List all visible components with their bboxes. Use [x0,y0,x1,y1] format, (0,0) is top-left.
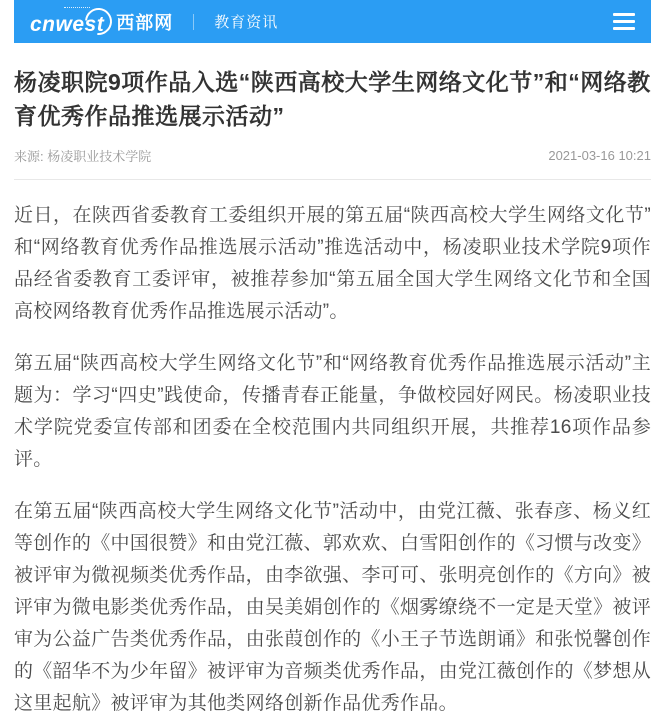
hamburger-menu-icon[interactable] [613,9,635,34]
logo-text-en: cnwest [30,12,105,36]
article-title: 杨凌职院9项作品入选“陕西高校大学生网络文化节”和“网络教育优秀作品推选展示活动” [14,69,651,129]
nav-channel-label[interactable]: 教育资讯 [214,14,279,31]
logo-text-cn: 西部网 [116,12,174,33]
article-date: 2021-03-16 10:21 [548,148,651,163]
article-paragraph: 在第五届“陕西高校大学生网络文化节”活动中，由党江薇、张春彦、杨义红等创作的《中国很赞》和由党江薇、郭欢欢、白雪阳创作的《习惯与改变》被评审为微视频类优秀作品，由李欲强、李可可、张明亮创作的《方向》被评审为微电影类优秀作品，由吴美娟创作的《烟雾缭绕不一定是天堂》被评审为公益广告类优秀作品，由张葭创作的《小王子节选朗诵》和张悦馨创作的《韶华不为少年留》被评审为音频类优秀作品，由党江薇创作的《梦想从这里起航》被评审为其他类网络创新作品优秀作品。 [14,501,651,714]
cnwest-logo-icon [30,7,104,37]
header-divider [193,14,194,30]
site-logo[interactable] [30,7,173,37]
article-paragraph: 第五届“陕西高校大学生网络文化节”和“网络教育优秀作品推选展示活动”主题为：学习“四史”践使命，传播青春正能量，争做校园好网民。杨凌职业技术学院党委宣传部和团委在全校范围内共同组织开展，共推荐16项作品参评。 [14,353,651,470]
article-meta [14,146,651,165]
logo-tagline-decoration [64,7,90,10]
meta-divider [14,179,651,180]
article-paragraph: 近日，在陕西省委教育工委组织开展的第五届“陕西高校大学生网络文化节”和“网络教育优秀作品推选展示活动”推选活动中，杨凌职业技术学院9项作品经省委教育工委评审，被推荐参加“第五届全国大学生网络文化节和全国高校网络教育优秀作品推选展示活动”。 [14,205,651,322]
article-source: 来源: 杨凌职业技术学院 [14,149,152,164]
article-body [14,200,651,720]
site-header [14,0,651,43]
